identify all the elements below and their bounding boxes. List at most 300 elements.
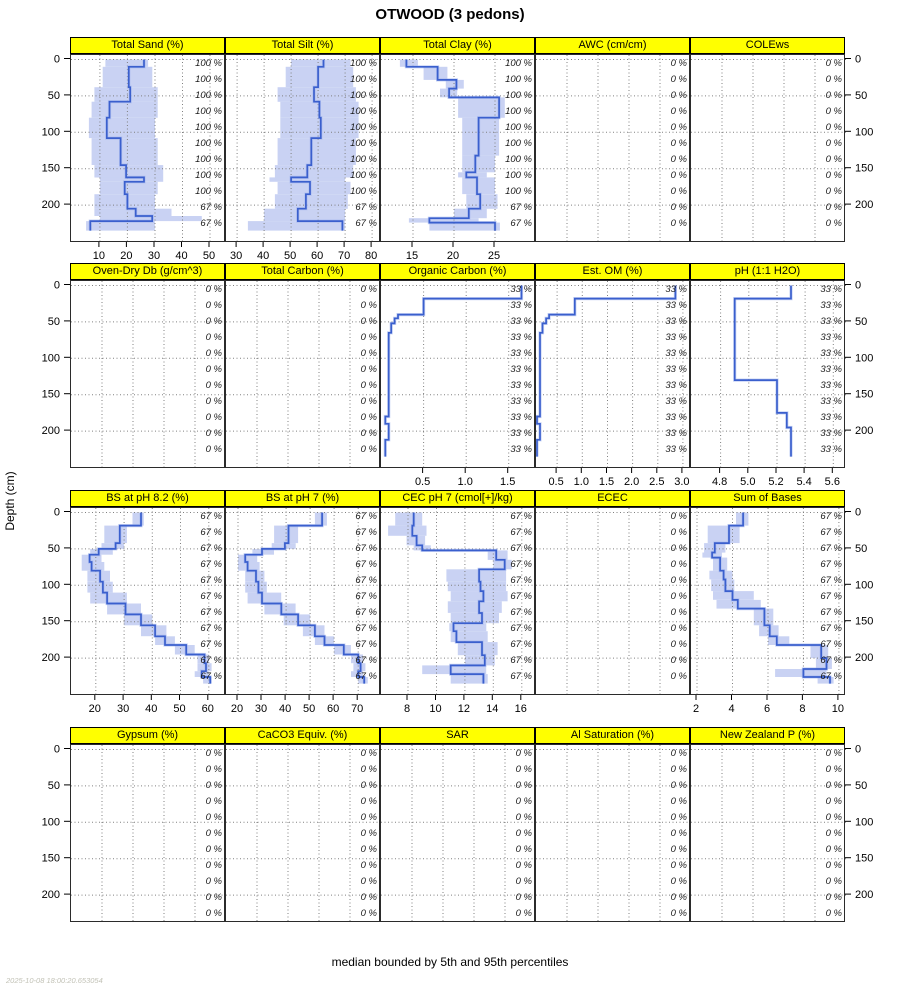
svg-text:0 %: 0 % xyxy=(205,316,222,327)
panel-plot-region xyxy=(690,507,845,695)
svg-text:60: 60 xyxy=(310,250,324,262)
panel-plot-region xyxy=(380,54,535,242)
svg-text:0 %: 0 % xyxy=(670,138,687,149)
svg-text:0 %: 0 % xyxy=(360,412,377,423)
svg-text:33 %: 33 % xyxy=(665,428,687,439)
panel-plot-region xyxy=(690,744,845,922)
svg-text:67 %: 67 % xyxy=(510,218,532,229)
svg-text:0: 0 xyxy=(53,507,60,519)
svg-text:0 %: 0 % xyxy=(825,138,842,149)
svg-text:0 %: 0 % xyxy=(360,380,377,391)
svg-text:0 %: 0 % xyxy=(670,607,687,618)
svg-text:67 %: 67 % xyxy=(200,559,222,570)
svg-text:67 %: 67 % xyxy=(510,623,532,634)
svg-text:0: 0 xyxy=(53,280,60,292)
svg-text:200: 200 xyxy=(855,889,874,902)
svg-text:0 %: 0 % xyxy=(670,90,687,101)
panel-strip xyxy=(690,727,845,744)
svg-text:0 %: 0 % xyxy=(360,300,377,311)
svg-text:100 %: 100 % xyxy=(505,186,532,197)
svg-text:33 %: 33 % xyxy=(665,364,687,375)
svg-text:50: 50 xyxy=(855,542,868,555)
svg-text:0 %: 0 % xyxy=(670,796,687,807)
svg-text:0 %: 0 % xyxy=(360,444,377,455)
svg-text:67 %: 67 % xyxy=(200,218,222,229)
panel-strip xyxy=(70,727,225,744)
svg-text:0 %: 0 % xyxy=(515,764,532,775)
svg-text:100 %: 100 % xyxy=(350,154,377,165)
panel-colews xyxy=(690,37,845,242)
svg-text:0: 0 xyxy=(53,744,60,756)
svg-text:100 %: 100 % xyxy=(505,138,532,149)
panel-strip-label: pH (1:1 H2O) xyxy=(734,265,801,277)
panel-awc-cm-cm xyxy=(535,37,690,242)
panel-new-zealand-p xyxy=(690,727,845,922)
svg-text:0 %: 0 % xyxy=(515,860,532,871)
svg-text:100 %: 100 % xyxy=(350,74,377,85)
svg-text:67 %: 67 % xyxy=(355,623,377,634)
svg-text:150: 150 xyxy=(41,852,60,865)
svg-text:60: 60 xyxy=(326,703,340,715)
panel-strip-label: ECEC xyxy=(597,492,628,504)
svg-text:40: 40 xyxy=(278,703,292,715)
svg-text:0 %: 0 % xyxy=(205,780,222,791)
svg-text:0 %: 0 % xyxy=(360,780,377,791)
svg-text:0 %: 0 % xyxy=(670,543,687,554)
svg-text:67 %: 67 % xyxy=(200,655,222,666)
panel-bs-at-ph-8-2 xyxy=(70,490,225,726)
svg-text:33 %: 33 % xyxy=(820,348,842,359)
panel-plot-region xyxy=(225,507,380,695)
svg-text:0 %: 0 % xyxy=(515,908,532,919)
svg-text:30: 30 xyxy=(229,250,243,262)
panel-strip-label: Est. OM (%) xyxy=(582,265,643,277)
panel-strip-label: COLEws xyxy=(745,39,790,51)
svg-text:67 %: 67 % xyxy=(510,543,532,554)
svg-text:0 %: 0 % xyxy=(205,876,222,887)
panel-strip-label: CaCO3 Equiv. (%) xyxy=(257,729,348,741)
svg-text:0 %: 0 % xyxy=(360,284,377,295)
svg-text:67 %: 67 % xyxy=(820,639,842,650)
svg-text:50: 50 xyxy=(47,89,60,102)
svg-text:0 %: 0 % xyxy=(205,908,222,919)
panel-plot-region xyxy=(535,280,690,468)
svg-text:0 %: 0 % xyxy=(515,892,532,903)
panel-strip xyxy=(690,37,845,54)
svg-text:67 %: 67 % xyxy=(820,655,842,666)
svg-text:0 %: 0 % xyxy=(515,780,532,791)
panel-organic-carbon xyxy=(380,263,535,499)
panel-strip xyxy=(70,263,225,280)
svg-text:0 %: 0 % xyxy=(205,412,222,423)
svg-text:67 %: 67 % xyxy=(510,202,532,213)
svg-text:0 %: 0 % xyxy=(205,892,222,903)
svg-text:33 %: 33 % xyxy=(510,444,532,455)
svg-text:0 %: 0 % xyxy=(670,58,687,69)
svg-text:33 %: 33 % xyxy=(510,300,532,311)
svg-text:0 %: 0 % xyxy=(670,186,687,197)
panel-caco3-equiv xyxy=(225,727,380,922)
svg-text:0 %: 0 % xyxy=(825,764,842,775)
svg-text:0 %: 0 % xyxy=(825,812,842,823)
svg-text:100 %: 100 % xyxy=(505,122,532,133)
depth-axis-right xyxy=(845,280,885,471)
svg-text:5.6: 5.6 xyxy=(824,476,840,488)
svg-text:67 %: 67 % xyxy=(355,655,377,666)
svg-text:150: 150 xyxy=(41,162,60,175)
depth-axis-left xyxy=(34,744,70,925)
svg-text:67 %: 67 % xyxy=(200,575,222,586)
depth-axis-left xyxy=(34,507,70,698)
svg-text:0 %: 0 % xyxy=(670,780,687,791)
panel-plot-region xyxy=(380,744,535,922)
panel-strip-label: BS at pH 8.2 (%) xyxy=(106,492,189,504)
svg-text:0 %: 0 % xyxy=(670,623,687,634)
svg-text:0 %: 0 % xyxy=(825,748,842,759)
svg-text:33 %: 33 % xyxy=(820,444,842,455)
svg-text:50: 50 xyxy=(47,779,60,792)
svg-text:0 %: 0 % xyxy=(670,511,687,522)
svg-text:200: 200 xyxy=(41,889,60,902)
svg-text:67 %: 67 % xyxy=(355,591,377,602)
svg-text:67 %: 67 % xyxy=(820,591,842,602)
svg-text:150: 150 xyxy=(855,615,874,628)
panel-strip-label: Gypsum (%) xyxy=(116,729,179,741)
svg-text:0 %: 0 % xyxy=(360,316,377,327)
svg-text:0 %: 0 % xyxy=(360,908,377,919)
svg-text:67 %: 67 % xyxy=(355,559,377,570)
svg-text:100 %: 100 % xyxy=(195,106,222,117)
svg-text:33 %: 33 % xyxy=(665,380,687,391)
svg-text:100: 100 xyxy=(41,126,60,139)
panel-plot-region xyxy=(380,507,535,695)
svg-text:200: 200 xyxy=(855,652,874,665)
panel-bs-at-ph-7 xyxy=(225,490,380,726)
svg-text:150: 150 xyxy=(855,852,874,865)
svg-text:0 %: 0 % xyxy=(670,828,687,839)
svg-text:0 %: 0 % xyxy=(360,764,377,775)
svg-text:200: 200 xyxy=(855,199,874,212)
panel-strip xyxy=(380,37,535,54)
svg-text:33 %: 33 % xyxy=(820,332,842,343)
svg-text:0 %: 0 % xyxy=(670,527,687,538)
svg-text:0 %: 0 % xyxy=(360,876,377,887)
svg-text:0 %: 0 % xyxy=(825,908,842,919)
svg-text:100 %: 100 % xyxy=(350,138,377,149)
svg-text:67 %: 67 % xyxy=(820,527,842,538)
svg-text:0.5: 0.5 xyxy=(548,476,564,488)
svg-text:67 %: 67 % xyxy=(200,511,222,522)
svg-text:33 %: 33 % xyxy=(820,364,842,375)
svg-text:0 %: 0 % xyxy=(205,428,222,439)
svg-text:100: 100 xyxy=(41,579,60,592)
panel-strip-label: AWC (cm/cm) xyxy=(578,39,647,51)
panel-strip xyxy=(225,263,380,280)
panel-plot-region xyxy=(380,280,535,468)
panel-strip-label: Total Clay (%) xyxy=(423,39,492,51)
panel-strip xyxy=(535,37,690,54)
timestamp: 2025-10-08 18:00:20.653054 xyxy=(6,976,103,985)
svg-text:40: 40 xyxy=(145,703,158,715)
svg-text:67 %: 67 % xyxy=(355,575,377,586)
svg-text:0: 0 xyxy=(855,507,862,519)
svg-text:10: 10 xyxy=(92,250,106,262)
svg-text:67 %: 67 % xyxy=(200,591,222,602)
svg-text:33 %: 33 % xyxy=(510,364,532,375)
svg-text:2.5: 2.5 xyxy=(649,476,665,488)
svg-text:0.5: 0.5 xyxy=(414,476,431,488)
svg-text:33 %: 33 % xyxy=(665,284,687,295)
svg-text:70: 70 xyxy=(351,703,364,715)
svg-text:100 %: 100 % xyxy=(350,170,377,181)
x-axis xyxy=(380,695,535,726)
panel-strip xyxy=(380,490,535,507)
panel-oven-dry-db-g-cm-3 xyxy=(70,263,225,468)
depth-axis-left xyxy=(34,280,70,471)
svg-text:40: 40 xyxy=(256,250,270,262)
svg-text:67 %: 67 % xyxy=(510,655,532,666)
svg-text:0 %: 0 % xyxy=(670,764,687,775)
svg-text:50: 50 xyxy=(855,89,868,102)
svg-text:0 %: 0 % xyxy=(670,876,687,887)
svg-text:67 %: 67 % xyxy=(820,559,842,570)
svg-text:100 %: 100 % xyxy=(505,170,532,181)
svg-text:100: 100 xyxy=(855,126,874,139)
svg-text:67 %: 67 % xyxy=(355,511,377,522)
depth-axis-right xyxy=(845,507,885,698)
svg-text:150: 150 xyxy=(41,615,60,628)
svg-text:30: 30 xyxy=(254,703,268,715)
svg-text:67 %: 67 % xyxy=(200,543,222,554)
svg-text:0 %: 0 % xyxy=(205,812,222,823)
svg-text:0 %: 0 % xyxy=(205,300,222,311)
panel-plot-region xyxy=(70,54,225,242)
svg-text:1.0: 1.0 xyxy=(457,476,473,488)
svg-text:8: 8 xyxy=(403,703,411,715)
svg-text:67 %: 67 % xyxy=(510,591,532,602)
panel-strip xyxy=(535,490,690,507)
svg-text:0 %: 0 % xyxy=(205,828,222,839)
svg-text:0 %: 0 % xyxy=(515,828,532,839)
svg-text:20: 20 xyxy=(446,250,460,262)
svg-text:100 %: 100 % xyxy=(350,106,377,117)
panel-plot-region xyxy=(225,54,380,242)
panel-strip xyxy=(690,490,845,507)
svg-text:70: 70 xyxy=(337,250,351,262)
svg-text:0 %: 0 % xyxy=(670,575,687,586)
svg-text:33 %: 33 % xyxy=(820,316,842,327)
panel-total-silt xyxy=(225,37,380,273)
y-axis-label: Depth (cm) xyxy=(3,471,17,531)
svg-text:67 %: 67 % xyxy=(355,218,377,229)
svg-text:33 %: 33 % xyxy=(510,428,532,439)
svg-text:80: 80 xyxy=(364,250,378,262)
svg-text:67 %: 67 % xyxy=(355,202,377,213)
svg-text:20: 20 xyxy=(230,703,244,715)
svg-text:5.0: 5.0 xyxy=(740,476,756,488)
svg-text:33 %: 33 % xyxy=(510,332,532,343)
svg-text:0 %: 0 % xyxy=(825,796,842,807)
svg-text:0 %: 0 % xyxy=(205,364,222,375)
panel-plot-region xyxy=(690,280,845,468)
svg-text:50: 50 xyxy=(47,315,60,328)
panel-strip-label: New Zealand P (%) xyxy=(719,729,816,741)
panel-strip xyxy=(70,37,225,54)
svg-text:33 %: 33 % xyxy=(820,412,842,423)
svg-text:100 %: 100 % xyxy=(195,90,222,101)
panel-strip-label: Organic Carbon (%) xyxy=(408,265,507,277)
svg-text:0 %: 0 % xyxy=(670,106,687,117)
svg-text:67 %: 67 % xyxy=(820,607,842,618)
svg-text:100: 100 xyxy=(41,816,60,829)
svg-text:1.5: 1.5 xyxy=(500,476,516,488)
svg-text:0 %: 0 % xyxy=(670,202,687,213)
svg-text:67 %: 67 % xyxy=(200,639,222,650)
panel-total-clay xyxy=(380,37,535,273)
panel-plot-region xyxy=(535,507,690,695)
svg-text:0 %: 0 % xyxy=(360,348,377,359)
svg-text:33 %: 33 % xyxy=(665,316,687,327)
svg-text:33 %: 33 % xyxy=(820,284,842,295)
svg-text:0 %: 0 % xyxy=(205,284,222,295)
svg-text:100 %: 100 % xyxy=(350,58,377,69)
svg-text:67 %: 67 % xyxy=(200,607,222,618)
svg-text:100 %: 100 % xyxy=(195,74,222,85)
panel-strip-label: BS at pH 7 (%) xyxy=(265,492,340,504)
svg-text:100 %: 100 % xyxy=(505,58,532,69)
panel-strip-label: CEC pH 7 (cmol[+]/kg) xyxy=(402,492,513,504)
svg-text:16: 16 xyxy=(514,703,527,715)
svg-text:150: 150 xyxy=(855,388,874,401)
svg-text:0 %: 0 % xyxy=(360,428,377,439)
panel-strip xyxy=(70,490,225,507)
svg-text:33 %: 33 % xyxy=(665,332,687,343)
panel-plot-region xyxy=(225,744,380,922)
svg-text:100 %: 100 % xyxy=(505,154,532,165)
svg-text:100 %: 100 % xyxy=(195,58,222,69)
svg-text:67 %: 67 % xyxy=(200,202,222,213)
svg-text:0 %: 0 % xyxy=(205,332,222,343)
svg-text:67 %: 67 % xyxy=(510,559,532,570)
panel-al-saturation xyxy=(535,727,690,922)
panel-est-om xyxy=(535,263,690,499)
panel-strip xyxy=(535,727,690,744)
svg-text:33 %: 33 % xyxy=(665,300,687,311)
svg-text:0: 0 xyxy=(855,744,862,756)
svg-text:0 %: 0 % xyxy=(205,860,222,871)
svg-text:0 %: 0 % xyxy=(825,122,842,133)
svg-text:0 %: 0 % xyxy=(360,844,377,855)
svg-text:150: 150 xyxy=(41,388,60,401)
svg-text:0 %: 0 % xyxy=(825,154,842,165)
panel-strip-label: SAR xyxy=(446,729,469,741)
x-axis xyxy=(690,695,845,726)
svg-text:33 %: 33 % xyxy=(665,396,687,407)
svg-text:100: 100 xyxy=(855,579,874,592)
svg-text:0 %: 0 % xyxy=(825,876,842,887)
svg-text:67 %: 67 % xyxy=(355,607,377,618)
svg-text:67 %: 67 % xyxy=(200,623,222,634)
svg-text:67 %: 67 % xyxy=(200,671,222,682)
svg-text:0: 0 xyxy=(855,280,862,292)
svg-text:0 %: 0 % xyxy=(825,170,842,181)
svg-text:0 %: 0 % xyxy=(670,122,687,133)
svg-text:67 %: 67 % xyxy=(510,511,532,522)
svg-text:100 %: 100 % xyxy=(350,122,377,133)
svg-text:20: 20 xyxy=(88,703,101,715)
svg-text:0 %: 0 % xyxy=(360,332,377,343)
caption: median bounded by 5th and 95th percentiles xyxy=(331,955,569,969)
svg-text:0 %: 0 % xyxy=(670,671,687,682)
panel-total-carbon xyxy=(225,263,380,468)
panel-cec-ph-7-cmol-kg xyxy=(380,490,535,726)
svg-text:0 %: 0 % xyxy=(205,444,222,455)
panel-strip xyxy=(225,490,380,507)
svg-text:100 %: 100 % xyxy=(505,106,532,117)
panel-gypsum xyxy=(70,727,225,922)
svg-text:40: 40 xyxy=(175,250,188,262)
svg-text:33 %: 33 % xyxy=(665,412,687,423)
svg-text:0 %: 0 % xyxy=(205,748,222,759)
svg-text:0 %: 0 % xyxy=(825,90,842,101)
svg-text:0 %: 0 % xyxy=(670,559,687,570)
svg-text:0 %: 0 % xyxy=(670,892,687,903)
svg-text:100 %: 100 % xyxy=(195,138,222,149)
svg-text:0 %: 0 % xyxy=(825,218,842,229)
svg-text:100 %: 100 % xyxy=(505,90,532,101)
svg-text:100: 100 xyxy=(855,352,874,365)
svg-text:67 %: 67 % xyxy=(355,543,377,554)
x-axis xyxy=(70,695,225,726)
panel-strip-label: Total Sand (%) xyxy=(111,39,184,51)
svg-text:0 %: 0 % xyxy=(825,58,842,69)
svg-text:10: 10 xyxy=(429,703,442,715)
svg-text:200: 200 xyxy=(855,425,874,438)
svg-text:0 %: 0 % xyxy=(360,860,377,871)
svg-text:67 %: 67 % xyxy=(200,527,222,538)
depth-axis-right xyxy=(845,744,885,925)
svg-text:5.4: 5.4 xyxy=(796,476,812,488)
svg-text:50: 50 xyxy=(47,542,60,555)
svg-text:100: 100 xyxy=(41,352,60,365)
svg-text:1.0: 1.0 xyxy=(573,476,589,488)
svg-text:0 %: 0 % xyxy=(670,170,687,181)
svg-text:0 %: 0 % xyxy=(515,876,532,887)
svg-text:0 %: 0 % xyxy=(670,812,687,823)
svg-text:1.5: 1.5 xyxy=(598,476,615,488)
svg-text:0 %: 0 % xyxy=(825,892,842,903)
svg-text:100 %: 100 % xyxy=(195,170,222,181)
svg-text:0 %: 0 % xyxy=(670,639,687,650)
svg-text:33 %: 33 % xyxy=(510,348,532,359)
svg-text:0 %: 0 % xyxy=(205,796,222,807)
svg-text:0 %: 0 % xyxy=(515,748,532,759)
svg-text:67 %: 67 % xyxy=(510,639,532,650)
svg-text:15: 15 xyxy=(405,250,419,262)
svg-text:50: 50 xyxy=(855,315,868,328)
panel-sum-of-bases xyxy=(690,490,845,726)
panel-strip xyxy=(225,37,380,54)
svg-text:33 %: 33 % xyxy=(510,412,532,423)
svg-text:0 %: 0 % xyxy=(825,780,842,791)
svg-text:67 %: 67 % xyxy=(820,543,842,554)
svg-text:0 %: 0 % xyxy=(360,812,377,823)
svg-text:30: 30 xyxy=(116,703,130,715)
panel-strip-label: Al Saturation (%) xyxy=(570,729,655,741)
svg-text:5.2: 5.2 xyxy=(768,476,784,488)
svg-text:33 %: 33 % xyxy=(820,396,842,407)
svg-text:0 %: 0 % xyxy=(825,186,842,197)
